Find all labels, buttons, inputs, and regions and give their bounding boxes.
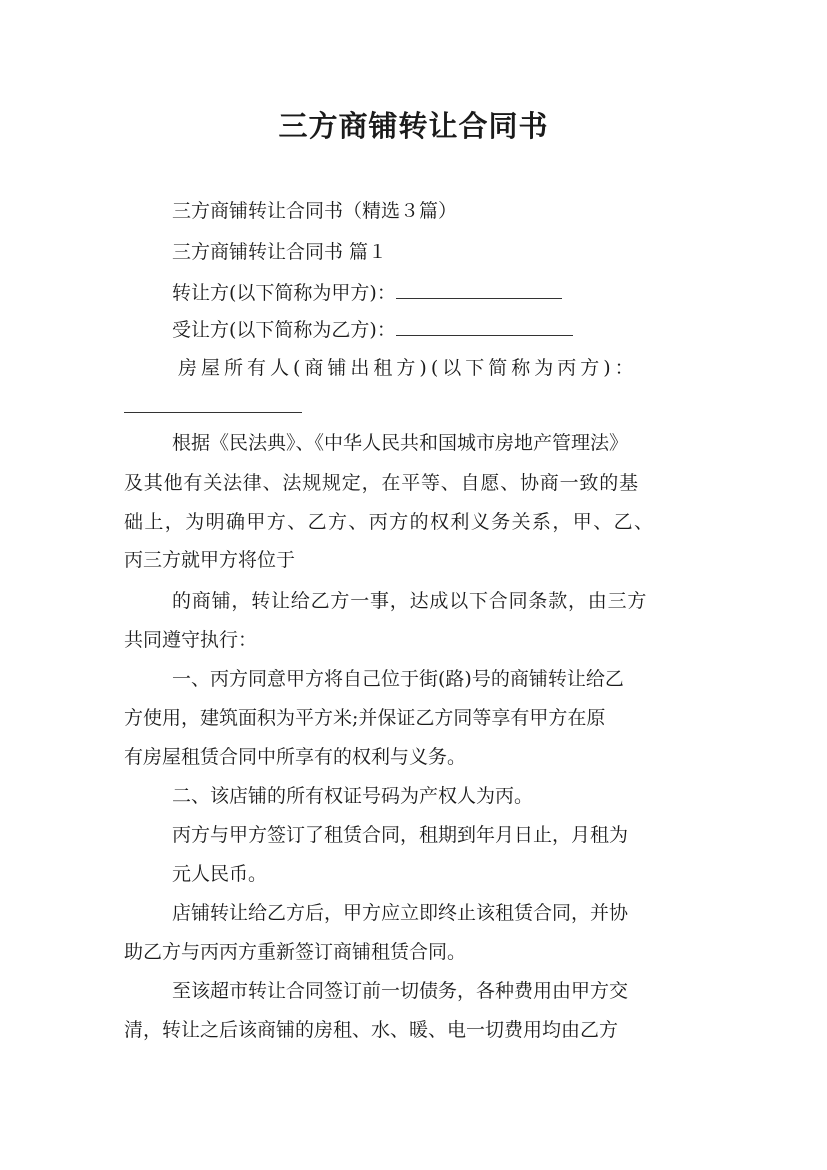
transferee-label: 受让方(以下简称为乙方)： (172, 319, 396, 341)
transferee-blank (396, 317, 573, 336)
text-line: 清，转让之后该商铺的房租、水、暖、电一切费用均由乙方 (124, 1019, 619, 1041)
document-title: 三方商铺转让合同书 (278, 109, 549, 143)
text-line: 及其他有关法律、法规规定，在平等、自愿、协商一致的基 (124, 472, 639, 494)
text-line: 一、丙方同意甲方将自己位于街(路)号的商铺转让给乙 (172, 668, 624, 690)
text-line: 础上，为明确甲方、乙方、丙方的权利义务关系，甲、乙、 (124, 511, 655, 533)
text-line: 丙方与甲方签订了租赁合同，租期到年月日止，月租为 (172, 824, 629, 846)
text-line: 方使用，建筑面积为平方米;并保证乙方同等享有甲方在原 (124, 707, 606, 729)
transferor-label: 转让方(以下简称为甲方)： (172, 282, 396, 304)
owner-blank (124, 394, 302, 413)
text-line: 共同遵守执行： (124, 629, 258, 651)
owner-label: 房屋所有人(商铺出租方)(以下简称为丙方)： (178, 357, 638, 379)
text-line (172, 317, 573, 342)
transferor-blank (396, 280, 562, 299)
text-line: 至该超市转让合同签订前一切债务，各种费用由甲方交 (172, 980, 629, 1002)
text-line (172, 280, 562, 305)
text-line: 店铺转让给乙方后，甲方应立即终止该租赁合同，并协 (172, 902, 629, 924)
text-line: 有房屋租赁合同中所享有的权利与义务。 (124, 746, 467, 768)
text-line: 丙三方就甲方将位于 (124, 549, 296, 571)
text-line: 三方商铺转让合同书（精选３篇） (172, 200, 458, 222)
text-line: 助乙方与丙丙方重新签订商铺租赁合同。 (124, 941, 467, 963)
text-line: 的商铺，转让给乙方一事，达成以下合同条款，由三方 (172, 590, 648, 612)
text-line: 根据《民法典》、《中华人民共和国城市房地产管理法》 (172, 432, 629, 454)
text-line: 三方商铺转让合同书 篇１ (172, 241, 388, 263)
text-line: 二、该店铺的所有权证号码为产权人为丙。 (172, 785, 534, 807)
text-line: 元人民币。 (172, 863, 268, 885)
